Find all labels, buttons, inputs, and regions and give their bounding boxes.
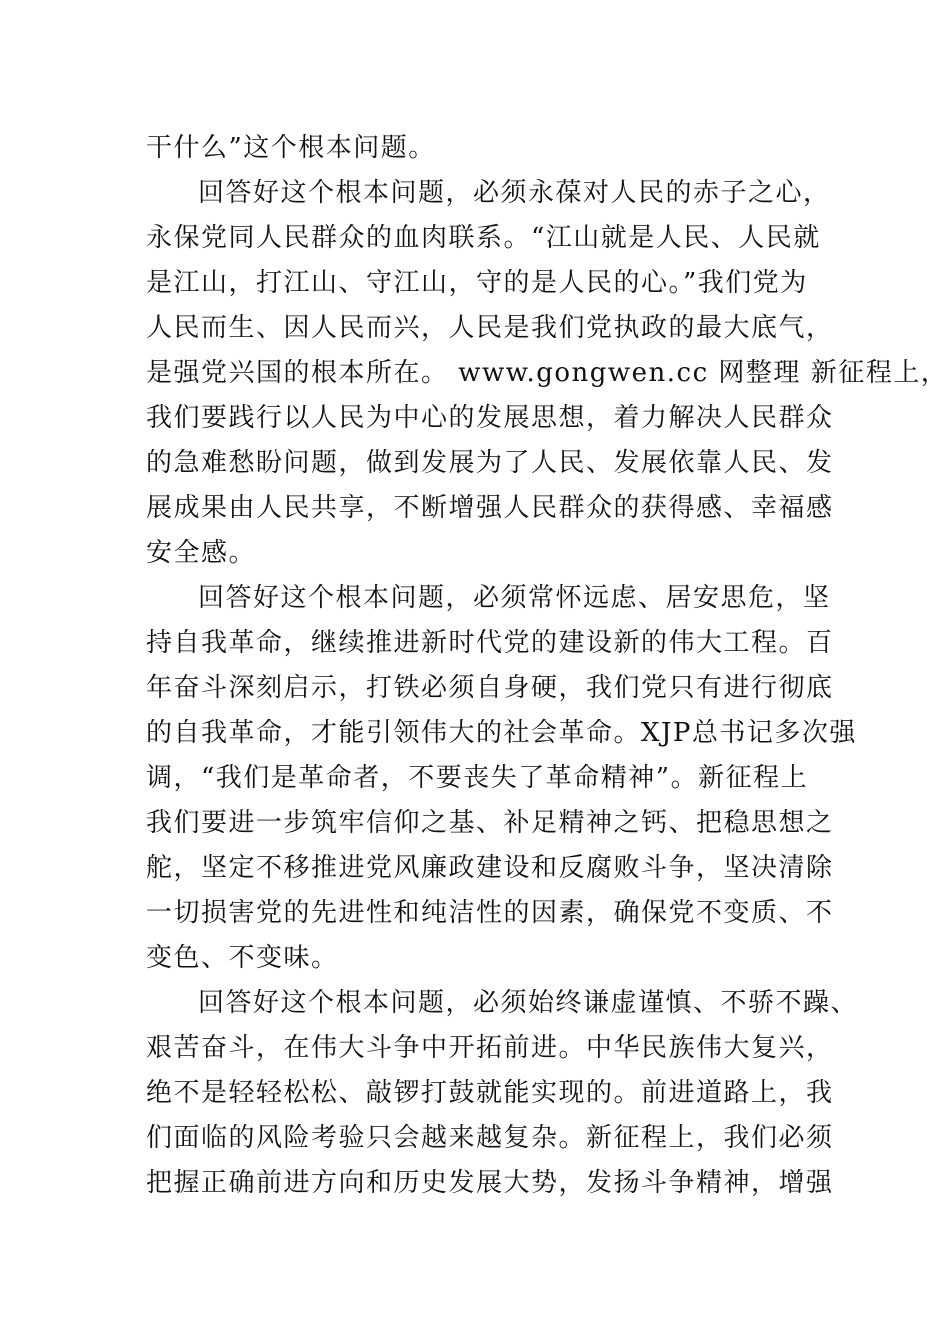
text-line: 是江山，打江山、守江山，守的是人民的心。”我们党为: [146, 268, 808, 298]
text-line: 我们要进一步筑牢信仰之基、补足精神之钙、把稳思想之: [146, 808, 834, 838]
text-line: 们面临的风险考验只会越来越复杂。新征程上，我们必须: [146, 1123, 834, 1153]
paragraph-first-line: 回答好这个根本问题，必须永葆对人民的赤子之心，: [198, 178, 831, 208]
text-line: 我们要践行以人民为中心的发展思想，着力解决人民群众: [146, 403, 834, 433]
text-line: 调，“我们是革命者，不要丧失了革命精神”。新征程上: [146, 763, 809, 793]
text-line: 把握正确前进方向和历史发展大势，发扬斗争精神，增强: [146, 1168, 834, 1198]
text-line: 干什么”这个根本问题。: [146, 133, 436, 163]
text-line: 舵，坚定不移推进党风廉政建设和反腐败斗争，坚决清除: [146, 853, 834, 883]
text-line: 艰苦奋斗，在伟大斗争中开拓前进。中华民族伟大复兴，: [146, 1033, 834, 1063]
text-line: 年奋斗深刻启示，打铁必须自身硬，我们党只有进行彻底: [146, 673, 834, 703]
paragraph-first-line: 回答好这个根本问题，必须常怀远虑、居安思危，坚: [198, 583, 831, 613]
text-line: 变色、不变味。: [146, 943, 339, 973]
text-line: 的自我革命，才能引领伟大的社会革命。XJP总书记多次强: [146, 718, 857, 748]
text-line: 安全感。: [146, 538, 257, 568]
paragraph-first-line: 回答好这个根本问题，必须始终谦虚谨慎、不骄不躁、: [198, 988, 859, 1018]
text-line: 是强党兴国的根本所在。 www.gongwen.cc 网整理 新征程上，: [146, 358, 949, 388]
text-line: 的急难愁盼问题，做到发展为了人民、发展依靠人民、发: [146, 448, 834, 478]
text-line: 永保党同人民群众的血肉联系。“江山就是人民、人民就: [146, 223, 821, 253]
text-line: 绝不是轻轻松松、敲锣打鼓就能实现的。前进道路上，我: [146, 1078, 834, 1108]
text-line: 人民而生、因人民而兴，人民是我们党执政的最大底气，: [146, 313, 834, 343]
text-line: 展成果由人民共享，不断增强人民群众的获得感、幸福感: [146, 493, 834, 523]
text-line: 持自我革命，继续推进新时代党的建设新的伟大工程。百: [146, 628, 834, 658]
text-line: 一切损害党的先进性和纯洁性的因素，确保党不变质、不: [146, 898, 834, 928]
